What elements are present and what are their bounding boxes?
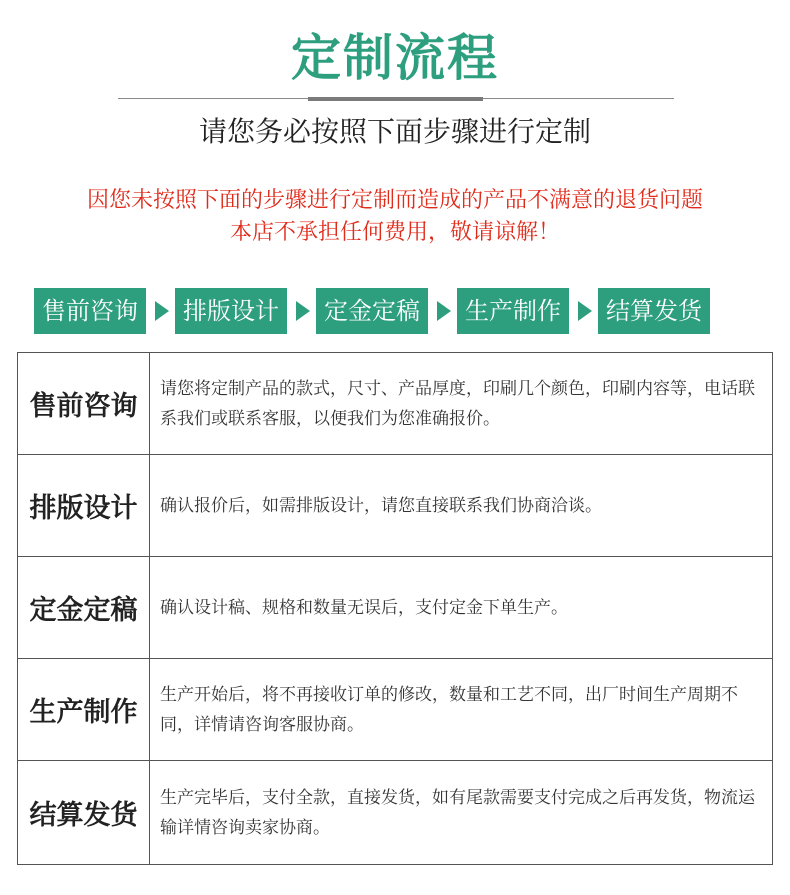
warning-notice bbox=[0, 185, 790, 249]
warning-line-2: 本店不承担任何费用，敬请谅解！ bbox=[229, 220, 560, 245]
row-description-text: 请您将定制产品的款式，尺寸、产品厚度，印刷几个颜色，印刷内容等，电话联系我们或联系客服，以便我们为您准确报价。 bbox=[160, 378, 755, 429]
page-title: 定制流程 bbox=[291, 29, 499, 87]
step-layout-design: 排版设计 bbox=[175, 288, 287, 334]
row-description bbox=[150, 353, 772, 454]
process-table bbox=[17, 352, 773, 865]
table-row bbox=[18, 353, 772, 455]
table-row bbox=[18, 557, 772, 659]
process-steps bbox=[34, 288, 710, 334]
title-divider-accent bbox=[308, 97, 483, 101]
step-production: 生产制作 bbox=[457, 288, 569, 334]
arrow-right-icon bbox=[296, 301, 310, 321]
row-description-text: 确认报价后，如需排版设计，请您直接联系我们协商洽谈。 bbox=[160, 495, 602, 516]
row-description-text: 确认设计稿、规格和数量无误后，支付定金下单生产。 bbox=[160, 597, 568, 618]
row-heading: 结算发货 bbox=[18, 761, 150, 864]
row-heading: 排版设计 bbox=[18, 455, 150, 556]
table-row bbox=[18, 455, 772, 557]
row-description bbox=[150, 761, 772, 864]
arrow-right-icon bbox=[578, 301, 592, 321]
step-deposit-finalize: 定金定稿 bbox=[316, 288, 428, 334]
row-description bbox=[150, 659, 772, 760]
row-description bbox=[150, 557, 772, 658]
row-description-text: 生产开始后，将不再接收订单的修改，数量和工艺不同，出厂时间生产周期不同，详情请咨询客服协商。 bbox=[160, 684, 738, 735]
warning-line-1: 因您未按照下面的步骤进行定制而造成的产品不满意的退货问题 bbox=[86, 188, 703, 213]
row-description-text: 生产完毕后，支付全款，直接发货，如有尾款需要支付完成之后再发货，物流运输详情咨询卖家协商。 bbox=[160, 787, 755, 838]
row-heading: 售前咨询 bbox=[18, 353, 150, 454]
table-row bbox=[18, 761, 772, 865]
step-presale-consult: 售前咨询 bbox=[34, 288, 146, 334]
page-subtitle: 请您务必按照下面步骤进行定制 bbox=[198, 115, 591, 148]
table-row bbox=[18, 659, 772, 761]
row-heading: 生产制作 bbox=[18, 659, 150, 760]
row-heading: 定金定稿 bbox=[18, 557, 150, 658]
step-settlement-shipping: 结算发货 bbox=[598, 288, 710, 334]
row-description bbox=[150, 455, 772, 556]
arrow-right-icon bbox=[155, 301, 169, 321]
arrow-right-icon bbox=[437, 301, 451, 321]
